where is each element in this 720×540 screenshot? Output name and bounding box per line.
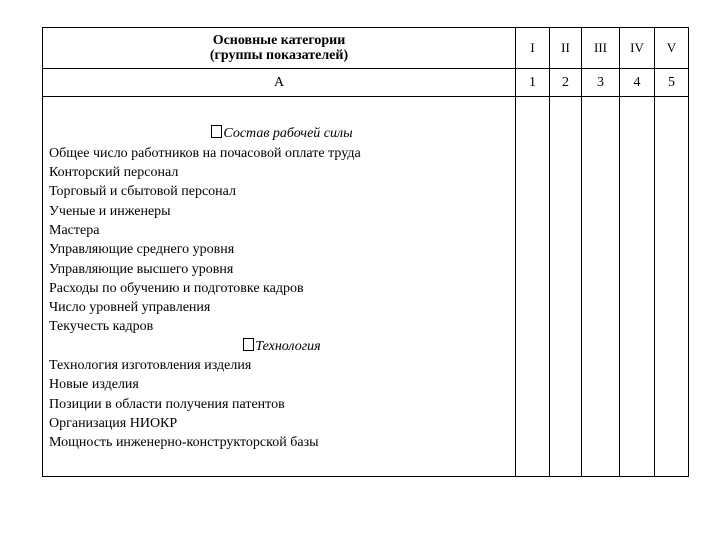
- rating-cell-4[interactable]: [620, 97, 655, 477]
- rating-cell-5[interactable]: [655, 97, 689, 477]
- header-roman-3: III: [582, 28, 620, 69]
- header-number-4: 4: [620, 69, 655, 97]
- list-item: Число уровней управления: [49, 300, 211, 316]
- header-roman-2: II: [550, 28, 582, 69]
- list-item: Технология изготовления изделия: [49, 358, 252, 374]
- list-item: Торговый и сбытовой персонал: [49, 184, 236, 200]
- header-title-cell: [43, 28, 516, 69]
- section-heading-workforce: [49, 124, 515, 143]
- header-roman-1: I: [516, 28, 550, 69]
- section-title: Состав рабочей силы: [223, 126, 353, 142]
- list-item: Расходы по обучению и подготовке кадров: [49, 280, 304, 296]
- header-title-line2: (группы показателей): [209, 48, 349, 63]
- section-title: Технология: [255, 338, 321, 354]
- list-item: Мощность инженерно-конструкторской базы: [49, 435, 319, 451]
- header-column-letter: А: [43, 69, 516, 97]
- header-title-line1: Основные категории: [212, 33, 346, 48]
- list-item: Позиции в области получения патентов: [49, 396, 285, 412]
- list-item: Организация НИОКР: [49, 415, 178, 431]
- rating-cell-1[interactable]: [516, 97, 550, 477]
- list-item: Ученые и инженеры: [49, 203, 171, 219]
- section-heading-technology: [49, 337, 515, 356]
- categories-table: [42, 27, 689, 477]
- body-row: [43, 97, 689, 477]
- rating-cell-3[interactable]: [582, 97, 620, 477]
- list-item: Мастера: [49, 222, 100, 238]
- header-number-1: 1: [516, 69, 550, 97]
- list-item: Управляющие высшего уровня: [49, 261, 234, 277]
- header-row-numbers: [43, 69, 689, 97]
- list-item: Конторский персонал: [49, 165, 179, 181]
- list-item: Управляющие среднего уровня: [49, 242, 235, 258]
- header-row-roman: [43, 28, 689, 69]
- list-item: Новые изделия: [49, 377, 139, 393]
- header-number-3: 3: [582, 69, 620, 97]
- checkbox-glyph-icon: [211, 125, 222, 138]
- list-item: Общее число работников на почасовой оплате труда: [49, 145, 361, 161]
- checkbox-glyph-icon: [243, 338, 254, 351]
- header-roman-5: V: [655, 28, 689, 69]
- header-number-5: 5: [655, 69, 689, 97]
- categories-list-cell: [43, 97, 516, 477]
- list-item: Текучесть кадров: [49, 319, 154, 335]
- header-number-2: 2: [550, 69, 582, 97]
- header-roman-4: IV: [620, 28, 655, 69]
- rating-cell-2[interactable]: [550, 97, 582, 477]
